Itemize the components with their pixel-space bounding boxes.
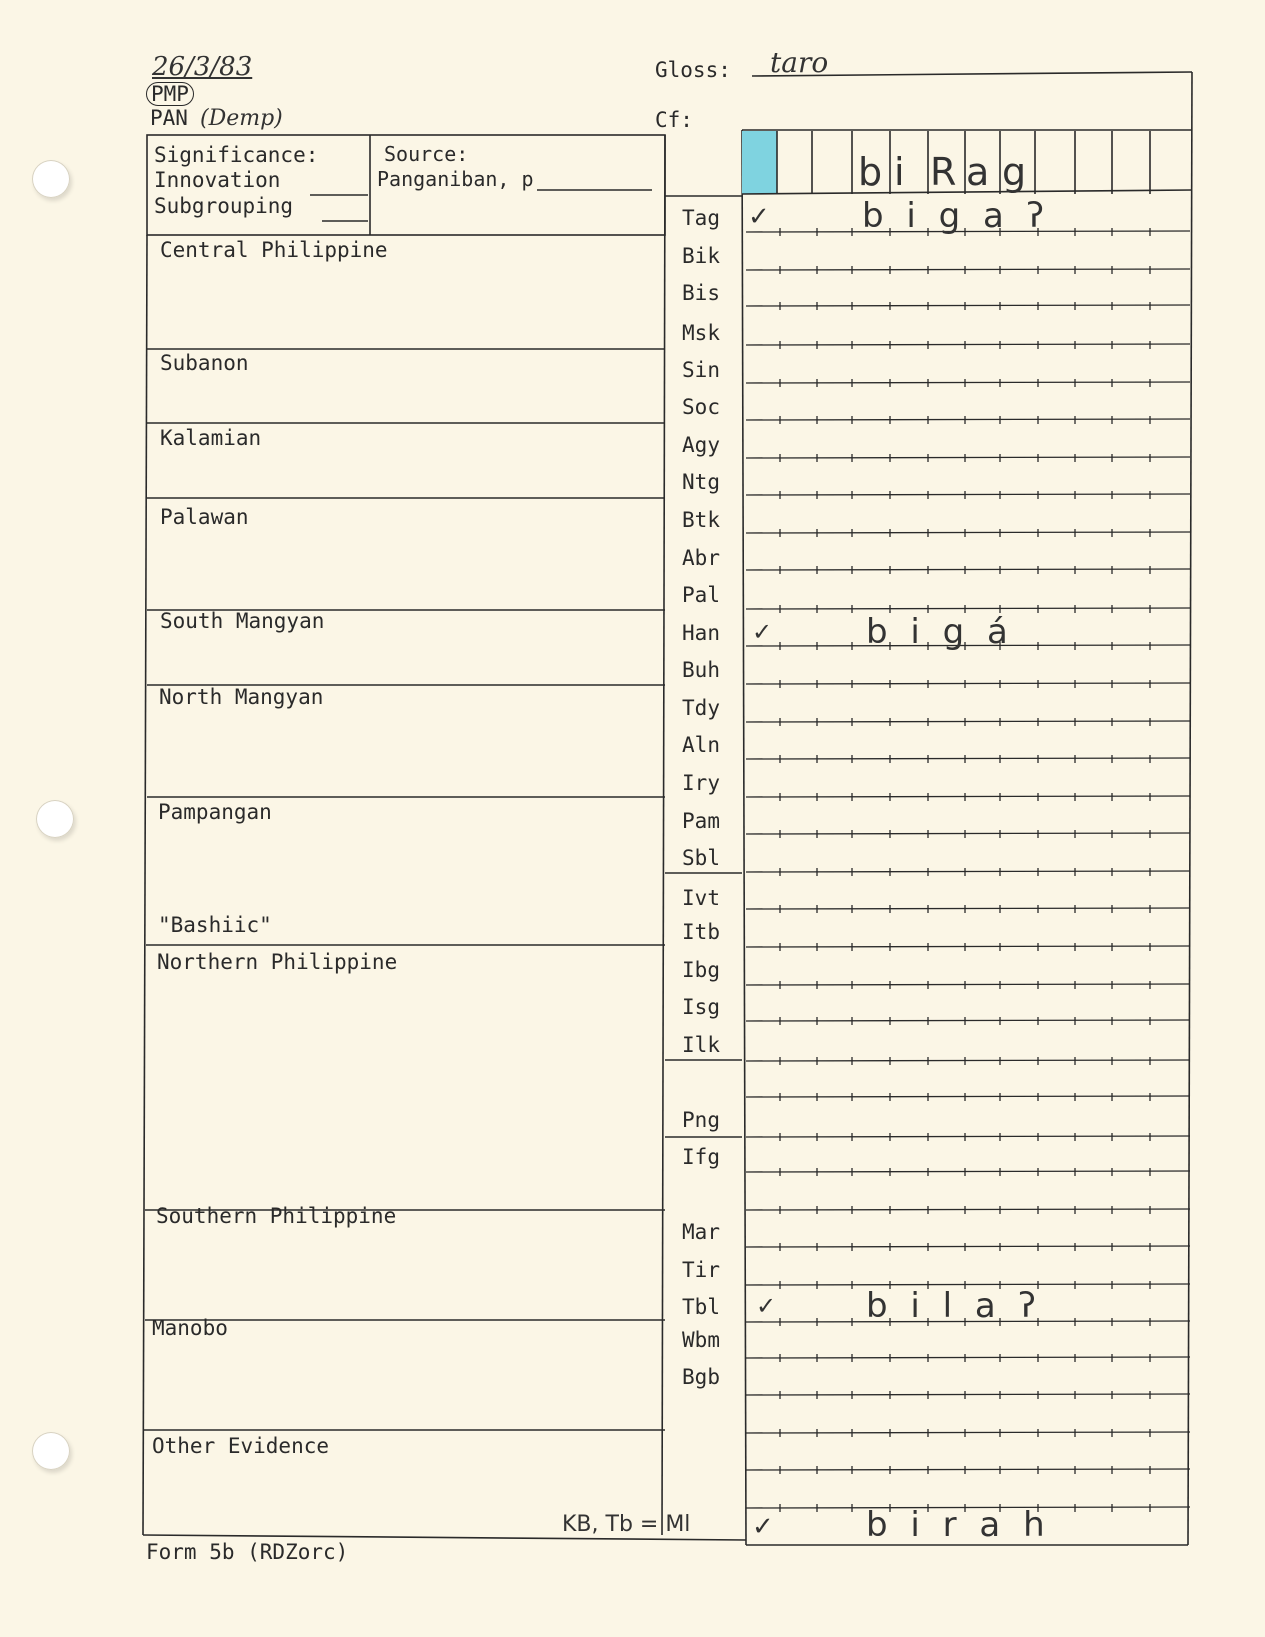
lang-code: Png	[682, 1108, 720, 1132]
lang-code: Sbl	[682, 846, 720, 870]
group-label: Southern Philippine	[156, 1204, 397, 1228]
group-label: South Mangyan	[160, 609, 325, 633]
group-label: Kalamian	[160, 426, 262, 450]
level-note: (Demp)	[200, 106, 283, 131]
lang-code: Tdy	[682, 696, 720, 720]
lang-code: Tir	[682, 1258, 720, 1282]
significance-label: Significance:	[154, 143, 319, 167]
lang-code: Wbm	[682, 1328, 720, 1352]
protoform-letter: g	[1002, 150, 1027, 194]
group-label: Subanon	[160, 351, 249, 375]
level-pmp: PMP	[146, 82, 194, 106]
lang-code: Msk	[682, 321, 720, 345]
lang-code: Pam	[682, 809, 720, 833]
lang-code: Bik	[682, 244, 720, 268]
gloss-value: taro	[770, 46, 829, 79]
lang-code: Isg	[682, 995, 720, 1019]
lang-code: Pal	[682, 583, 720, 607]
group-label: North Mangyan	[159, 685, 324, 709]
other-evidence-form: b i r a h	[866, 1505, 1051, 1545]
lang-code: Bgb	[682, 1365, 720, 1389]
lang-code: Aln	[682, 733, 720, 757]
group-label: Other Evidence	[152, 1434, 330, 1458]
protoform-letter: R	[930, 150, 957, 194]
lang-code: Iry	[682, 771, 720, 795]
lang-code: Sin	[682, 358, 720, 382]
lang-code: Ivt	[682, 886, 720, 910]
lang-code: Ntg	[682, 470, 720, 494]
protoform-letter: a	[966, 150, 990, 194]
source-value: Panganiban, p	[377, 167, 534, 191]
other-evidence-check-mark: ✓	[752, 1512, 774, 1542]
cf-label: Cf:	[655, 108, 693, 132]
group-label: Palawan	[160, 505, 249, 529]
group-label: Central Philippine	[160, 238, 388, 262]
tag-check-mark: ✓	[748, 202, 770, 232]
protoform-letter: i	[894, 150, 905, 194]
gloss-label: Gloss:	[655, 58, 731, 82]
group-label: Pampangan	[158, 800, 272, 824]
other-evidence-note: KB, Tb = Ml	[562, 1512, 691, 1537]
lang-code: Bis	[682, 281, 720, 305]
lang-code: Mar	[682, 1220, 720, 1244]
date: 26/3/83	[152, 52, 253, 82]
lang-code: Abr	[682, 546, 720, 570]
tbl-form: b i l a ʔ	[866, 1286, 1042, 1326]
protoform-letter: b	[858, 150, 883, 194]
tag-form: b i g a ʔ	[862, 196, 1051, 236]
level-pan: PAN	[150, 106, 188, 130]
group-label: Manobo	[152, 1316, 228, 1340]
group-label: Northern Philippine	[157, 950, 398, 974]
han-check-mark: ✓	[752, 618, 773, 646]
lang-code: Ifg	[682, 1145, 720, 1169]
lang-code: Tbl	[682, 1295, 720, 1319]
subgrouping-label: Subgrouping	[154, 194, 294, 218]
innovation-label: Innovation	[154, 168, 281, 192]
group-label: "Bashiic"	[158, 913, 272, 937]
lang-code: Ilk	[682, 1033, 720, 1057]
lang-code: Han	[682, 621, 720, 645]
lang-code: Agy	[682, 433, 720, 457]
form-label: Form 5b (RDZorc)	[146, 1540, 349, 1564]
protoform	[858, 150, 1038, 194]
lang-code: Itb	[682, 920, 720, 944]
lang-code: Ibg	[682, 958, 720, 982]
lang-code: Buh	[682, 658, 720, 682]
lang-code: Soc	[682, 395, 720, 419]
tbl-check-mark: ✓	[756, 1292, 777, 1320]
han-form: b i g á	[866, 612, 1014, 652]
lang-code: Tag	[682, 206, 720, 230]
source-label: Source:	[384, 142, 469, 166]
lang-code: Btk	[682, 508, 720, 532]
